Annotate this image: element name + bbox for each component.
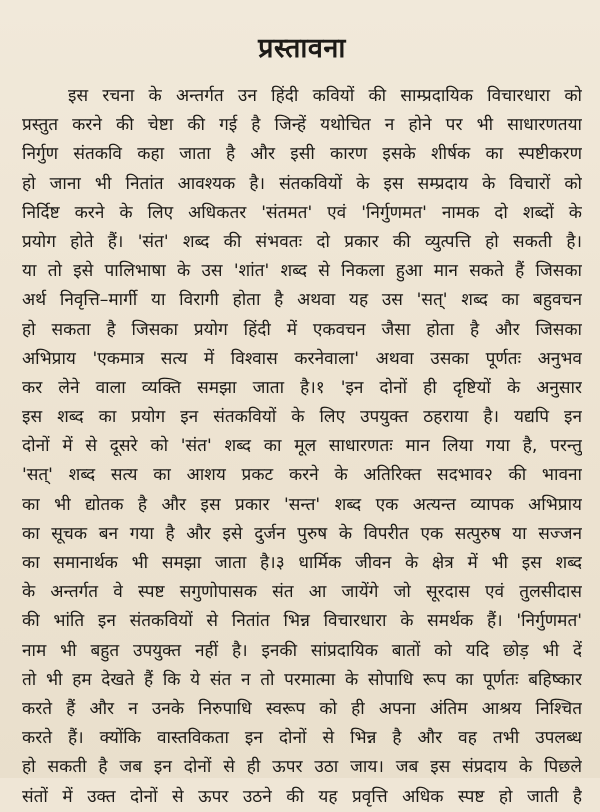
text-line: दोनों में से दूसरे को 'संत' शब्द का मूल साधारणतः मान लिया गया है, परन्तु	[22, 436, 582, 457]
text-line: निर्गुण संतकवि कहा जाता है और इसी कारण इसके शीर्षक का स्पष्टीकरण	[22, 144, 582, 165]
text-line: इस शब्द का प्रयोग इन संतकवियों के लिए उपयुक्त ठहराया है। यद्यपि इन	[22, 407, 582, 428]
text-line: 'सत्' शब्द सत्य का आशय प्रकट करने के अतिरिक्त सदभाव२ की भावना	[22, 465, 582, 486]
text-line: करते हैं। क्योंकि वास्तविकता इन दोनों से भिन्न है और वह तभी उपलब्ध	[22, 728, 582, 749]
text-line: संतों में उक्त दोनों से ऊपर उठने की यह प्रवृत्ति अधिक स्पष्ट हो जाती है	[22, 786, 582, 807]
text-line: निर्दिष्ट करने के लिए अधिकतर 'संतमत' एवं 'निर्गुणमत' नामक दो शब्दों के	[22, 202, 582, 223]
text-line: हो सकता है जिसका प्रयोग हिंदी में एकवचन जैसा होता है और जिसका	[22, 319, 582, 340]
text-line: इस रचना के अन्तर्गत उन हिंदी कवियों की साम्प्रदायिक विचारधारा को	[68, 86, 582, 106]
text-line: या तो इसे पालिभाषा के उस 'शांत' शब्द से निकला हुआ मान सकते हैं जिसका	[22, 261, 582, 282]
page-title: प्रस्तावना	[258, 33, 346, 64]
text-line: का सूचक बन गया है और इसे दुर्जन पुरुष के विपरीत एक सत्पुरुष या सज्जन	[22, 523, 582, 544]
text-line: तो भी हम देखते हैं कि ये संत न तो परमात्मा के सोपाधि रूप का पूर्णतः बहिष्कार	[22, 669, 582, 690]
text-line: हो जाना भी नितांत आवश्यक है। संतकवियों के इस सम्प्रदाय के विचारों को	[22, 173, 582, 194]
text-line: की भांति इन संतकवियों से नितांत भिन्न विचारधारा के समर्थक हैं। 'निर्गुणमत'	[22, 611, 582, 632]
text-line: का भी द्योतक है और इस प्रकार 'सन्त' शब्द एक अत्यन्त व्यापक अभिप्राय	[22, 494, 582, 515]
text-line: हो सकती है जब इन दोनों से ही ऊपर उठा जाय। जब इस संप्रदाय के पिछले	[22, 757, 582, 778]
text-line: अभिप्राय 'एकमात्र सत्य में विश्वास करनेवाला' अथवा उसका पूर्णतः अनुभव	[22, 348, 582, 369]
text-line: कर लेने वाला व्यक्ति समझा जाता है।१ 'इन दोनों ही दृष्टियों के अनुसार	[22, 377, 582, 398]
text-line: अर्थ निवृत्ति–मार्गी या विरागी होता है अथवा यह उस 'सत्' शब्द का बहुवचन	[22, 290, 582, 311]
text-line: करते हैं और न उनके निरुपाधि स्वरूप को ही अपना अंतिम आश्रय निश्चित	[22, 698, 582, 719]
text-line: प्रस्तुत करने की चेष्टा की गई है जिन्हें यथोचित न होने पर भी साधारणतया	[22, 115, 582, 136]
text-line: नाम भी बहुत उपयुक्त नहीं है। इनकी सांप्रदायिक बातों को यदि छोड़ भी दें	[22, 640, 582, 661]
text-line: के अन्तर्गत वे स्पष्ट सगुणोपासक संत आ जायेंगे जो सूरदास एवं तुलसीदास	[22, 582, 582, 603]
text-line: का समानार्थक भी समझा जाता है।३ धार्मिक जीवन के क्षेत्र में भी इस शब्द	[22, 553, 582, 573]
body-text	[22, 82, 582, 812]
text-line: प्रयोग होते हैं। 'संत' शब्द की संभवतः दो प्रकार की व्युत्पत्ति हो सकती है।	[22, 231, 582, 252]
